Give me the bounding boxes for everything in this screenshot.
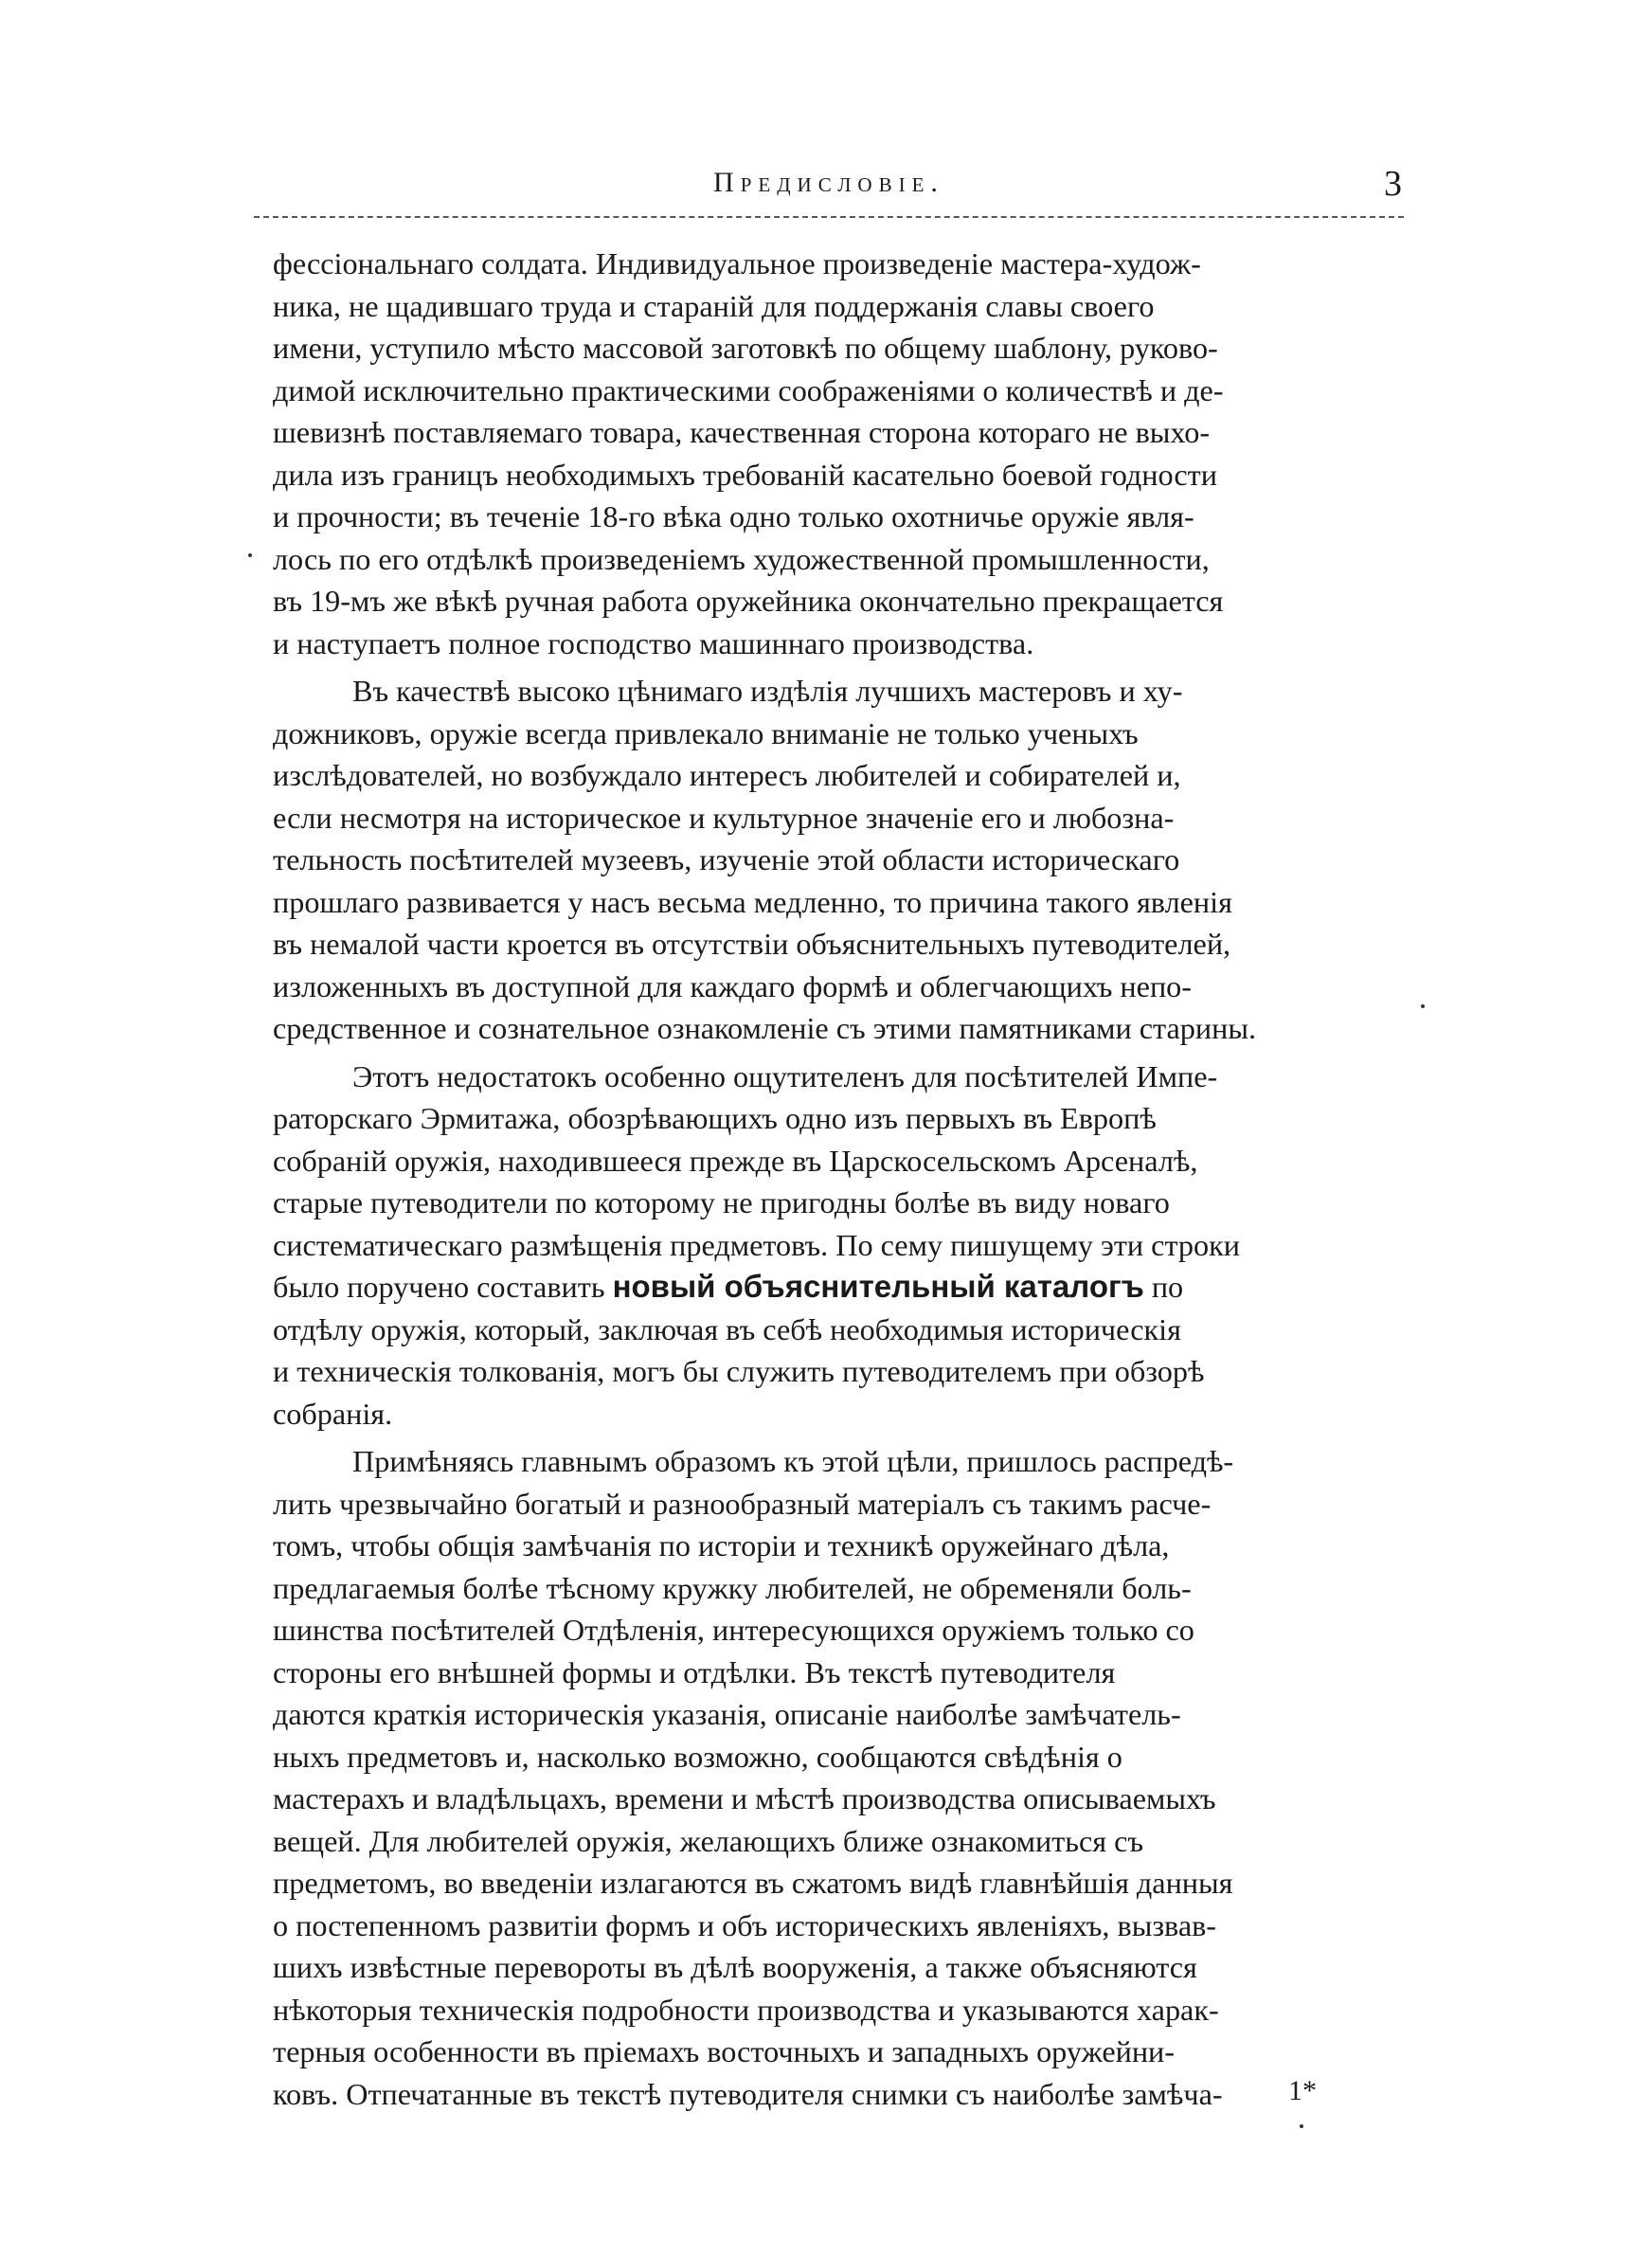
text-line: шихъ извѣстные перевороты въ дѣлѣ вооруженія, а также объясняются bbox=[273, 1950, 1197, 1984]
text-line: въ 19-мъ же вѣкѣ ручная работа оружейника окончательно прекращается bbox=[273, 584, 1224, 618]
header-rule bbox=[254, 216, 1404, 218]
paragraph-2 bbox=[273, 670, 1389, 1050]
page-header bbox=[256, 163, 1402, 210]
text-line: шинства посѣтителей Отдѣленія, интересующихся оружіемъ только со bbox=[273, 1613, 1194, 1647]
text-line: предлагаемыя болѣе тѣсному кружку любителей, не обременяли боль- bbox=[273, 1570, 1192, 1605]
text-line: и наступаетъ полное господство машиннаго производства. bbox=[273, 625, 1034, 660]
text-line: Примѣняясь главнымъ образомъ къ этой цѣли, пришлось распредѣ- bbox=[352, 1444, 1234, 1478]
body-text bbox=[273, 243, 1389, 2121]
text-line: ныхъ предметовъ и, насколько возможно, сообщаются свѣдѣнія о bbox=[273, 1739, 1122, 1774]
paragraph-1 bbox=[273, 243, 1389, 664]
text-line: если несмотря на историческое и культурное значеніе его и любозна- bbox=[273, 800, 1175, 835]
text-line: терныя особенности въ пріемахъ восточныхъ и западныхъ оружейни- bbox=[273, 2034, 1175, 2068]
text-line: собраній оружія, находившееся прежде въ Царскосельскомъ Арсеналѣ, bbox=[273, 1143, 1198, 1178]
text-line: нѣкоторыя техническія подробности производства и указываются харак- bbox=[273, 1992, 1219, 2027]
text-line: лить чрезвычайно богатый и разнообразный матеріалъ съ такимъ расче- bbox=[273, 1486, 1212, 1521]
text-line: систематическаго размѣщенія предметовъ. По сему пишущему эти строки bbox=[273, 1227, 1240, 1262]
text-line: тельность посѣтителей музеевъ, изученіе этой области историческаго bbox=[273, 842, 1180, 876]
text-line: имени, уступило мѣсто массовой заготовкѣ по общему шаблону, руково- bbox=[273, 331, 1218, 365]
text-line: вещей. Для любителей оружія, желающихъ ближе ознакомиться съ bbox=[273, 1823, 1144, 1858]
text-line: томъ, чтобы общія замѣчанія по исторіи и техникѣ оружейнаго дѣла, bbox=[273, 1528, 1170, 1562]
text-line: отдѣлу оружія, который, заключая въ себѣ необходимыя историческія bbox=[273, 1311, 1181, 1346]
text-line: и техническія толкованія, могъ бы служить путеводителемъ при обзорѣ bbox=[273, 1354, 1205, 1388]
text-line: старые путеводители по которому не пригодны болѣе въ виду новаго bbox=[273, 1185, 1170, 1219]
text-line: раторскаго Эрмитажа, обозрѣвающихъ одно изъ первыхъ въ Европѣ bbox=[273, 1101, 1157, 1135]
text-line: фессіональнаго солдата. Индивидуальное произведеніе мастера-худож- bbox=[273, 246, 1201, 280]
paragraph-4 bbox=[273, 1440, 1389, 2115]
text-line: Въ качествѣ высоко цѣнимаго издѣлія лучшихъ мастеровъ и ху- bbox=[352, 674, 1183, 708]
text-line: изложенныхъ въ доступной для каждаго формѣ и облегчающихъ непо- bbox=[273, 968, 1192, 1003]
text-line: средственное и сознательное ознакомленіе съ этими памятниками старины. bbox=[273, 1011, 1256, 1045]
signature-mark: 1* bbox=[1288, 2075, 1317, 2106]
emphasis-line bbox=[273, 1266, 1389, 1309]
text-line: димой исключительно практическими соображеніями о количествѣ и де- bbox=[273, 372, 1224, 407]
paragraph-3 bbox=[273, 1056, 1389, 1435]
text-line: дожниковъ, оружіе всегда привлекало вниманіе не только ученыхъ bbox=[273, 715, 1139, 750]
text-line: стороны его внѣшней формы и отдѣлки. Въ текстѣ путеводителя bbox=[273, 1654, 1116, 1689]
text-line: Этотъ недостатокъ особенно ощутителенъ для посѣтителей Импе- bbox=[352, 1058, 1218, 1093]
stray-dot bbox=[1421, 1004, 1425, 1008]
text-line: даются краткія историческія указанія, описаніе наиболѣе замѣчатель- bbox=[273, 1697, 1181, 1731]
emphasis-line-after: по bbox=[1143, 1270, 1184, 1304]
catalog-title-emphasis: новый объяснительный каталогъ bbox=[612, 1269, 1144, 1304]
text-line: ковъ. Отпечатанные въ текстѣ путеводителя снимки съ наиболѣе замѣча- bbox=[273, 2076, 1223, 2111]
text-line: мастерахъ и владѣльцахъ, времени и мѣстѣ производства описываемыхъ bbox=[273, 1781, 1216, 1815]
text-line: ника, не щадившаго труда и стараній для поддержанія славы своего bbox=[273, 288, 1155, 323]
emphasis-line-before: было поручено составить bbox=[273, 1270, 613, 1304]
text-line: шевизнѣ поставляемаго товара, качественная сторона котораго не выхо- bbox=[273, 415, 1211, 449]
stray-dot bbox=[248, 553, 252, 557]
text-line: прошлаго развивается у насъ весьма медленно, то причина такого явленія bbox=[273, 884, 1232, 919]
text-line: изслѣдователей, но возбуждало интересъ любителей и собирателей и, bbox=[273, 758, 1181, 792]
text-line: предметомъ, во введеніи излагаются въ сжатомъ видѣ главнѣйшія данныя bbox=[273, 1866, 1233, 1900]
page-number: 3 bbox=[1384, 164, 1402, 204]
running-title: Предисловіе. bbox=[713, 167, 944, 198]
text-line: и прочности; въ теченіе 18-го вѣка одно только охотничье оружіе явля- bbox=[273, 499, 1194, 533]
text-line: въ немалой части кроется въ отсутствіи объяснительныхъ путеводителей, bbox=[273, 927, 1231, 961]
text-line: лось по его отдѣлкѣ произведеніемъ художественной промышленности, bbox=[273, 541, 1210, 576]
text-line: дила изъ границъ необходимыхъ требованій касательно боевой годности bbox=[273, 457, 1217, 492]
stray-dot bbox=[1300, 2124, 1303, 2128]
text-line: о постепенномъ развитіи формъ и объ историческихъ явленіяхъ, вызвав- bbox=[273, 1907, 1217, 1942]
text-line: собранія. bbox=[273, 1396, 393, 1431]
